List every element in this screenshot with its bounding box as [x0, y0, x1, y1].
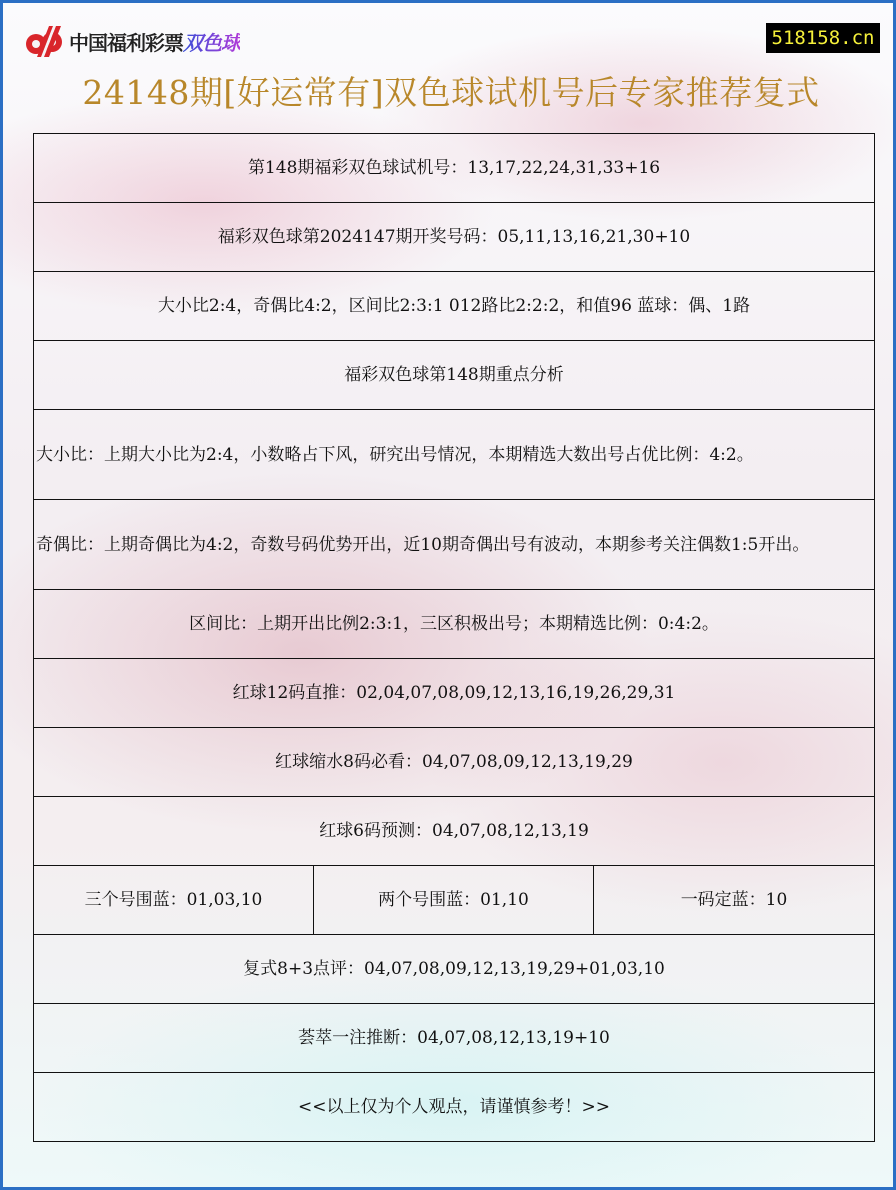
- logo-accent-text: 双色球: [183, 27, 240, 56]
- table-row: [34, 728, 875, 797]
- table-row: [34, 797, 875, 866]
- blue-three-cell: 三个号围蓝：01,03,10: [34, 866, 314, 935]
- last-stats-cell: 大小比2:4，奇偶比4:2，区间比2:3:1 012路比2:2:2，和值96 蓝球：偶、1路: [34, 272, 875, 341]
- table-row: [34, 341, 875, 410]
- table-row: [34, 410, 875, 500]
- red-12-cell: 红球12码直推：02,04,07,08,09,12,13,16,19,26,29,31: [34, 659, 875, 728]
- red-6-cell: 红球6码预测：04,07,08,12,13,19: [34, 797, 875, 866]
- page-title: 24148期[好运常有]双色球试机号后专家推荐复式: [82, 73, 820, 112]
- logo-text: 中国福利彩票: [69, 30, 183, 55]
- prediction-table: [33, 133, 875, 1142]
- odd-even-cell: 奇偶比：上期奇偶比为4:2，奇数号码优势开出，近10期奇偶出号有波动，本期参考关注偶数1:5开出。: [34, 500, 875, 590]
- table-row: [34, 590, 875, 659]
- site-badge: 518158.cn: [766, 23, 880, 53]
- table-row: [34, 866, 875, 935]
- table-row: [34, 1004, 875, 1073]
- last-draw-cell: 福彩双色球第2024147期开奖号码：05,11,13,16,21,30+10: [34, 203, 875, 272]
- test-numbers-cell: 第148期福彩双色球试机号：13,17,22,24,31,33+16: [34, 134, 875, 203]
- table-row: [34, 1073, 875, 1142]
- size-ratio-cell: 大小比：上期大小比为2:4，小数略占下风，研究出号情况，本期精选大数出号占优比例：4:2。: [34, 410, 875, 500]
- red-8-cell: 红球缩水8码必看：04,07,08,09,12,13,19,29: [34, 728, 875, 797]
- compound-cell: 复式8+3点评：04,07,08,09,12,13,19,29+01,03,10: [34, 935, 875, 1004]
- blue-one-cell: 一码定蓝：10: [594, 866, 875, 935]
- table-row: [34, 134, 875, 203]
- zone-ratio-cell: 区间比：上期开出比例2:3:1，三区积极出号；本期精选比例：0:4:2。: [34, 590, 875, 659]
- table-row: [34, 500, 875, 590]
- analysis-heading-cell: 福彩双色球第148期重点分析: [34, 341, 875, 410]
- table-row: [34, 272, 875, 341]
- single-pick-cell: 荟萃一注推断：04,07,08,12,13,19+10: [34, 1004, 875, 1073]
- welfare-lottery-logo-icon: [23, 24, 65, 58]
- lottery-logo: [23, 25, 240, 57]
- table-row: [34, 659, 875, 728]
- disclaimer-cell: <<以上仅为个人观点，请谨慎参考！>>: [34, 1073, 875, 1142]
- blue-two-cell: 两个号围蓝：01,10: [314, 866, 594, 935]
- table-row: [34, 935, 875, 1004]
- table-row: [34, 203, 875, 272]
